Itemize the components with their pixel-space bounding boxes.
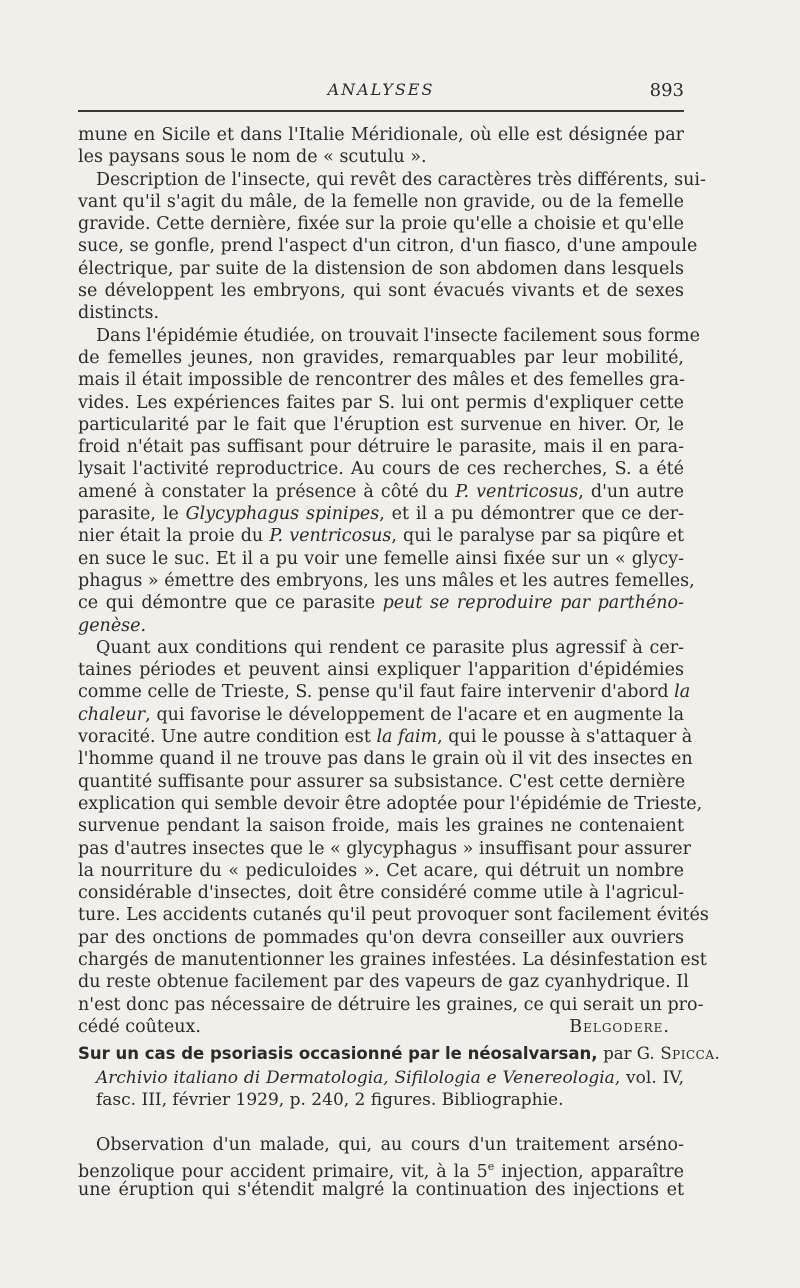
- text-line: mais il était impossible de rencontrer des mâles et des femelles gra-: [78, 370, 686, 391]
- text-line: suce, se gonfle, prend l'aspect d'un citron, d'un fiasco, d'une ampoule: [78, 236, 698, 257]
- article-spicca-review: [78, 1134, 684, 1201]
- text-line: Description de l'insecte, qui revêt des caractères très différents, sui-: [96, 169, 706, 190]
- text-line: distincts.: [78, 303, 160, 324]
- text-line: ture. Les accidents cutanés qu'il peut provoquer sont facilement évités: [78, 905, 709, 926]
- header-rule: [78, 110, 684, 112]
- species-name: P. ventricosus: [455, 481, 579, 502]
- text-line: [78, 592, 684, 614]
- text-line: [78, 726, 693, 748]
- text-line: du reste obtenue facilement par des vapeurs de gaz cyanhydrique. Il: [78, 972, 689, 993]
- page-number: 893: [649, 80, 684, 101]
- text-line: Dans l'épidémie étudiée, on trouvait l'insecte facilement sous forme: [96, 325, 700, 346]
- text-line: électrique, par suite de la distension de son abdomen dans lesquels: [78, 258, 684, 279]
- text-line: vides. Les expériences faites par S. lui ont permis d'expliquer cette: [78, 392, 684, 413]
- byline: par G.: [603, 1044, 655, 1063]
- text-line: [78, 525, 684, 547]
- text-line: Observation d'un malade, qui, au cours d'un traitement arséno-: [96, 1135, 684, 1155]
- text-line: mune en Sicile et dans l'Italie Méridionale, où elle est désignée par: [78, 125, 684, 145]
- text-line: une éruption qui s'étendit malgré la continuation des injections et: [78, 1179, 684, 1200]
- text-line: de femelles jeunes, non gravides, remarquables par leur mobilité,: [78, 347, 684, 368]
- text-line: lysait l'activité reproductrice. Au cours de ces recherches, S. a été: [78, 459, 684, 480]
- author-signature: Belgodere.: [569, 1016, 670, 1037]
- text-line: [78, 615, 684, 637]
- text-line: particularité par le fait que l'éruption est survenue en hiver. Or, le: [78, 414, 684, 435]
- text-segment: , d'un autre: [578, 481, 685, 502]
- text-line: [78, 481, 684, 503]
- species-name: P. ventricosus: [269, 526, 392, 547]
- superscript: e: [487, 1160, 495, 1174]
- article-title: Sur un cas de psoriasis occasionné par le néosalvarsan,: [78, 1044, 598, 1063]
- text-line: [78, 1156, 684, 1183]
- text-segment: voracité. Une autre condition est: [78, 727, 377, 748]
- running-title: ANALYSES: [327, 80, 435, 99]
- text-line: explication qui semble devoir être adoptée pour l'épidémie de Trieste,: [78, 793, 703, 814]
- text-line: froid n'était pas suffisant pour détruire le parasite, mais il en para-: [78, 437, 684, 458]
- text-segment: parasite, le: [78, 504, 186, 525]
- emphasis: peut se reproduire par parthéno-: [382, 593, 684, 614]
- text-segment: benzolique pour accident primaire, vit, à la 5: [78, 1162, 488, 1183]
- text-line: [78, 704, 684, 726]
- text-line: Quant aux conditions qui rendent ce parasite plus agressif à cer-: [96, 637, 684, 658]
- article-heading: [78, 1044, 721, 1063]
- text-line: considérable d'insectes, doit être considéré comme utile à l'agricul-: [78, 883, 684, 904]
- text-line: gravide. Cette dernière, fixée sur la proie qu'elle a choisie et qu'elle: [78, 214, 684, 235]
- emphasis: chaleur: [78, 704, 146, 725]
- text-segment: , qui le pousse à s'attaquer à: [437, 727, 693, 748]
- text-line: par des onctions de pommades qu'on devra conseiller aux ouvriers: [78, 927, 684, 948]
- author-name: Spicca.: [660, 1044, 721, 1063]
- bibliographic-citation: [96, 1067, 684, 1112]
- text-line: phagus » émettre des embryons, les uns mâles et les autres femelles,: [78, 570, 695, 591]
- text-line: [78, 503, 684, 525]
- text-line: la nourriture du « pediculoides ». Cet acare, qui détruit un nombre: [78, 860, 684, 881]
- text-segment: amené à constater la présence à côté du: [78, 481, 456, 502]
- text-line: en suce le suc. Et il a pu voir une femelle ainsi fixée sur un « glycy-: [78, 548, 684, 569]
- text-line: [78, 681, 691, 703]
- emphasis: la faim: [376, 727, 438, 748]
- text-line: les paysans sous le nom de « scutulu ».: [78, 147, 427, 168]
- citation-line: [96, 1067, 684, 1089]
- text-line: l'homme quand il ne trouve pas dans le grain où il vit des insectes en: [78, 749, 693, 770]
- text-segment: , qui favorise le développement de l'acare et en augmente la: [145, 704, 684, 725]
- text-segment: nier était la proie du: [78, 526, 270, 547]
- text-line: pas d'autres insectes que le « glycyphagus » insuffisant pour assurer: [78, 838, 691, 859]
- emphasis: genèse.: [78, 615, 147, 636]
- text-segment: injection, apparaître: [494, 1162, 684, 1183]
- text-segment: cédé coûteux.: [78, 1016, 201, 1037]
- text-segment: comme celle de Trieste, S. pense qu'il faut faire intervenir d'abord: [78, 682, 675, 703]
- journal-name: Archivio italiano di Dermatologia, Sifilologia e Venereologia: [96, 1068, 615, 1088]
- text-line: se développent les embryons, qui sont évacués vivants et de sexes: [78, 281, 684, 302]
- text-line: survenue pendant la saison froide, mais les graines ne contenaient: [78, 816, 684, 837]
- text-line: n'est donc pas nécessaire de détruire les graines, ce qui serait un pro-: [78, 994, 704, 1015]
- text-segment: ce qui démontre que ce parasite: [78, 593, 383, 614]
- text-segment: , et il a pu démontrer que ce der-: [379, 504, 685, 525]
- text-line: taines périodes et peuvent ainsi expliquer l'apparition d'épidémies: [78, 660, 684, 681]
- citation-line: fasc. III, février 1929, p. 240, 2 figures. Bibliographie.: [96, 1090, 564, 1111]
- text-segment: , qui le paralyse par sa piqûre et: [391, 526, 684, 547]
- text-segment: , vol. IV,: [614, 1068, 684, 1088]
- emphasis: la: [674, 682, 691, 703]
- article-belgodere-review: [78, 124, 709, 1038]
- text-line: chargés de manutentionner les graines infestées. La désinfestation est: [78, 949, 707, 970]
- closing-line: [78, 1016, 684, 1038]
- page-header: [78, 78, 684, 108]
- text-line: quantité suffisante pour assurer sa subsistance. C'est cette dernière: [78, 771, 686, 792]
- text-line: vant qu'il s'agit du mâle, de la femelle non gravide, ou de la femelle: [78, 191, 684, 212]
- species-name: Glycyphagus spinipes: [185, 504, 380, 525]
